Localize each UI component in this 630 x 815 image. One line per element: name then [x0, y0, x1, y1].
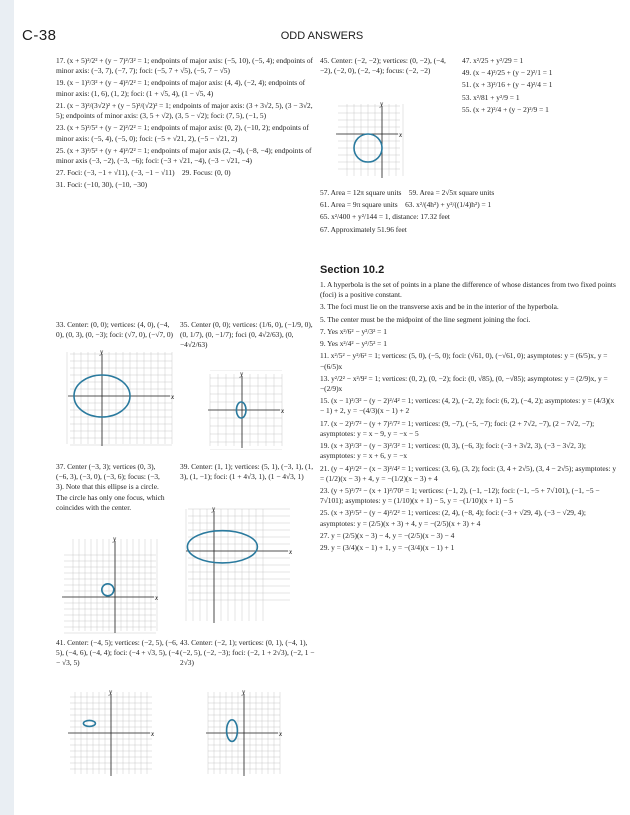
answer-63: 63. x²/(4h²) + y²/((1/4)h²) = 1	[405, 200, 492, 210]
answers-column-4	[320, 188, 620, 237]
y-axis-label: y	[109, 688, 113, 696]
ellipse-curve	[83, 720, 95, 726]
answer-53: 53. x²/81 + y²/9 = 1	[462, 92, 520, 102]
answer-17: 17. (x + 5)²/2² + (y − 7)²/3² = 1; endpoints of major axis: (−5, 10), (−5, 4); endpoints of minor axis: (−3, 7), (−7, 7); foci: (−5, 7 + √5), (−5, 7 − √5)	[56, 56, 313, 76]
x-axis-label: x	[155, 594, 159, 602]
graph-39-svg	[184, 505, 294, 625]
graph-35	[206, 370, 286, 450]
answer-s7: 7. Yes x²/6² − y²/3² = 1	[320, 326, 387, 336]
answer-s21: 21. (y − 4)²/2² − (x − 3)²/4² = 1; vertices: (3, 6), (3, 2); foci: (3, 4 + 2√5), (3, 4 − 2√5); asymptotes: y = (1/2)(x − 3) + 4, y = −(1/2)(x − 3) + 4	[320, 463, 617, 483]
y-axis-label: y	[212, 505, 216, 513]
answer-s1: 1. A hyperbola is the set of points in a plane the difference of whose distances from two fixed points (foci) is a positive constant.	[320, 280, 616, 300]
answer-41: 41. Center: (−4, 5); vertices: (−2, 5), (−6, 5), (−4, 6), (−4, 4); foci: (−4 + √3, 5), (−4 − √3, 5)	[56, 638, 180, 668]
y-axis-label: y	[380, 100, 384, 108]
answer-25: 25. (x + 3)²/5² + (y + 4)²/2² = 1; endpoints of major axis (2, −4), (−8, −4); endpoints of minor axis (−3, −2), (−3, −6); foci: (−3 + √21, −4), (−3 − √21, −4)	[56, 145, 312, 165]
graph-43	[204, 688, 284, 778]
answers-column-3	[462, 56, 620, 117]
answer-29: 29. Focus: (0, 0)	[181, 168, 231, 178]
answer-s9: 9. Yes x²/4² − y²/5² = 1	[320, 339, 387, 349]
y-axis-label: y	[100, 348, 104, 356]
answer-s3: 3. The foci must lie on the transverse axis and be in the interior of the hyperbola.	[320, 302, 559, 312]
x-axis-label: x	[399, 131, 403, 139]
answer-s5: 5. The center must be the midpoint of the line segment joining the foci.	[320, 314, 531, 324]
answer-61-63	[320, 200, 620, 210]
section-title: Section 10.2	[320, 264, 385, 276]
answer-59: 59. Area = 2√5π square units	[408, 188, 495, 197]
graph-45-svg	[334, 100, 404, 180]
answer-31: 31. Foci: (−10, 30), (−10, −30)	[56, 180, 148, 190]
answer-61: 61. Area = 9π square units	[320, 200, 398, 210]
y-axis-label: y	[242, 688, 246, 696]
answer-21: 21. (x − 3)²/(3√2)² + (y − 5)²/(√2)² = 1; endpoints of major axis: (3 + 3√2, 5), (3 − 3√2, 5); endpoints of minor axis: (3, 5 + √2), (3, 5 − √2); foci: (7, 5), (−1, 5)	[56, 100, 313, 121]
answer-s17: 17. (x − 2)²/7² − (y + 7)²/7² = 1; vertices: (9, −7), (−5, −7); foci: (2 + 7√2, −7), (2 − 7√2, −7); asymptotes: y = x − 9, y = −x − 5	[320, 418, 595, 438]
answer-s25: 25. (x + 3)²/5² − (y − 4)²/2² = 1; vertices: (2, 4), (−8, 4); foci: (−3 + √29, 4), (−3 − √29, 4); asymptotes: y = (2/5)(x + 3) + 4, y = −(2/5)(x + 3) + 4	[320, 508, 586, 528]
graph-45	[334, 100, 404, 180]
answer-s19: 19. (x + 3)²/3² − (y − 3)²/3² = 1; vertices: (0, 3), (−6, 3); foci: (−3 + 3√2, 3), (−3 − 3√2, 3); asymptotes: y = x + 6, y = −x	[320, 441, 586, 461]
x-axis-label: x	[289, 548, 293, 556]
answer-45: 45. Center: (−2, −2); vertices: (0, −2), (−4, −2), (−2, 0), (−2, −4); focus: (−2, −2)	[320, 56, 446, 76]
graph-41-svg	[66, 688, 156, 778]
answer-s11: 11. x²/5² − y²/6² = 1; vertices: (5, 0), (−5, 0); foci: (√61, 0), (−√61, 0); asymptotes: y = (6/5)x, y = −(6/5)x	[320, 351, 608, 371]
answer-33: 33. Center: (0, 0); vertices: (4, 0), (−4, 0), (0, 3), (0, −3); foci: (√7, 0), (−√7, 0)	[56, 320, 174, 340]
answer-s13: 13. y²/2² − x²/9² = 1; vertices: (0, 2), (0, −2); foci: (0, √85), (0, −√85); asymptotes: y = (2/9)x, y = −(2/9)x	[320, 373, 608, 393]
answer-27: 27. Foci: (−3, −1 + √11), (−3, −1 − √11)	[56, 168, 175, 178]
graph-37	[60, 535, 160, 635]
answer-s29: 29. y = (3/4)(x − 1) + 1, y = −(3/4)(x − 1) + 1	[320, 543, 455, 553]
x-axis-label: x	[279, 730, 283, 738]
answer-35: 35. Center (0, 0); vertices: (1/6, 0), (−1/9, 0), (0, 1/7), (0, −1/7); foci (0, 4√2/63), (0, −4√2/63)	[180, 320, 313, 350]
answer-37: 37. Center (−3, 3); vertices (0, 3), (−6, 3), (−3, 0), (−3, 6); focus: (−3, 3). Note that this ellipse is a circle. The circle has only one focus, which coincides with the center.	[56, 462, 165, 512]
answers-column-1	[56, 56, 318, 193]
answer-51: 51. (x + 3)²/16 + (y − 4)²/4 = 1	[462, 80, 553, 90]
section-10-2	[320, 258, 620, 555]
y-axis-label: y	[113, 535, 117, 543]
answer-s15: 15. (x − 1)²/3² − (y − 2)²/4² = 1; vertices: (4, 2), (−2, 2); foci: (6, 2), (−4, 2); asymptotes: y = (4/3)(x − 1) + 2, y = −(4/3)(x − 1) + 2	[320, 396, 615, 416]
answer-67: 67. Approximately 51.96 feet	[320, 224, 407, 234]
answer-39: 39. Center: (1, 1); vertices: (5, 1), (−3, 1), (1, 3), (1, −1); foci: (1 + 4√3, 1), (1 − 4√3, 1)	[180, 462, 314, 482]
answer-43: 43. Center: (−2, 1); vertices: (0, 1), (−4, 1), (−2, 5), (−2, −3); foci: (−2, 1 + 2√3), (−2, 1 − 2√3)	[180, 638, 315, 668]
graph-33-svg	[66, 348, 176, 448]
answer-57: 57. Area = 12π square units	[320, 188, 402, 197]
answer-23: 23. (x + 5)²/5² + (y − 2)²/2² = 1; endpoints of major axis: (0, 2), (−10, 2); endpoints of minor axis: (−5, 4), (−5, 0); foci: (−5 + √21, 2), (−5 − √21, 2)	[56, 123, 309, 143]
graph-37-svg	[60, 535, 160, 635]
graph-35-svg	[206, 370, 286, 450]
answer-57-59	[320, 188, 620, 198]
graph-43-svg	[204, 688, 284, 778]
graph-41	[66, 688, 156, 778]
answers-column-2	[320, 56, 456, 78]
x-axis-label: x	[151, 730, 155, 738]
answer-27-29	[56, 168, 318, 178]
answer-65: 65. x²/400 + y²/144 = 1, distance: 17.32 feet	[320, 212, 450, 222]
answer-49: 49. (x − 4)²/25 + (y − 2)²/1 = 1	[462, 68, 553, 78]
textbook-page	[14, 0, 630, 815]
answer-s23: 23. (y + 5)²/7² − (x + 1)²/70² = 1; vertices: (−1, 2), (−1, −12); foci: (−1, −5 + 7√101), (−1, −5 − 7√101); asymptotes: y = (1/10)(x + 1) − 5, y = −(1/10)(x + 1) − 5	[320, 485, 600, 506]
page-number: C-38	[22, 27, 57, 44]
x-axis-label: x	[171, 393, 175, 401]
x-axis-label: x	[281, 407, 285, 415]
graph-33	[66, 348, 176, 448]
y-axis-label: y	[240, 370, 244, 378]
answer-19: 19. (x − 1)²/3² + (y − 4)²/2² = 1; endpoints of major axis: (4, 4), (−2, 4); endpoints of minor axis: (1, 6), (1, 2); foci: (1 + √5, 4), (1 − √5, 4)	[56, 78, 306, 98]
answer-s27: 27. y = (2/5)(x − 3) − 4, y = −(2/5)(x − 3) − 4	[320, 530, 455, 540]
page-header-title: ODD ANSWERS	[280, 30, 364, 42]
answer-55: 55. (x + 2)²/4 + (y − 2)²/9 = 1	[462, 104, 549, 114]
ellipse-curve	[102, 584, 114, 596]
graph-39	[184, 505, 294, 625]
answer-47: 47. x²/25 + y²/29 = 1	[462, 56, 524, 65]
